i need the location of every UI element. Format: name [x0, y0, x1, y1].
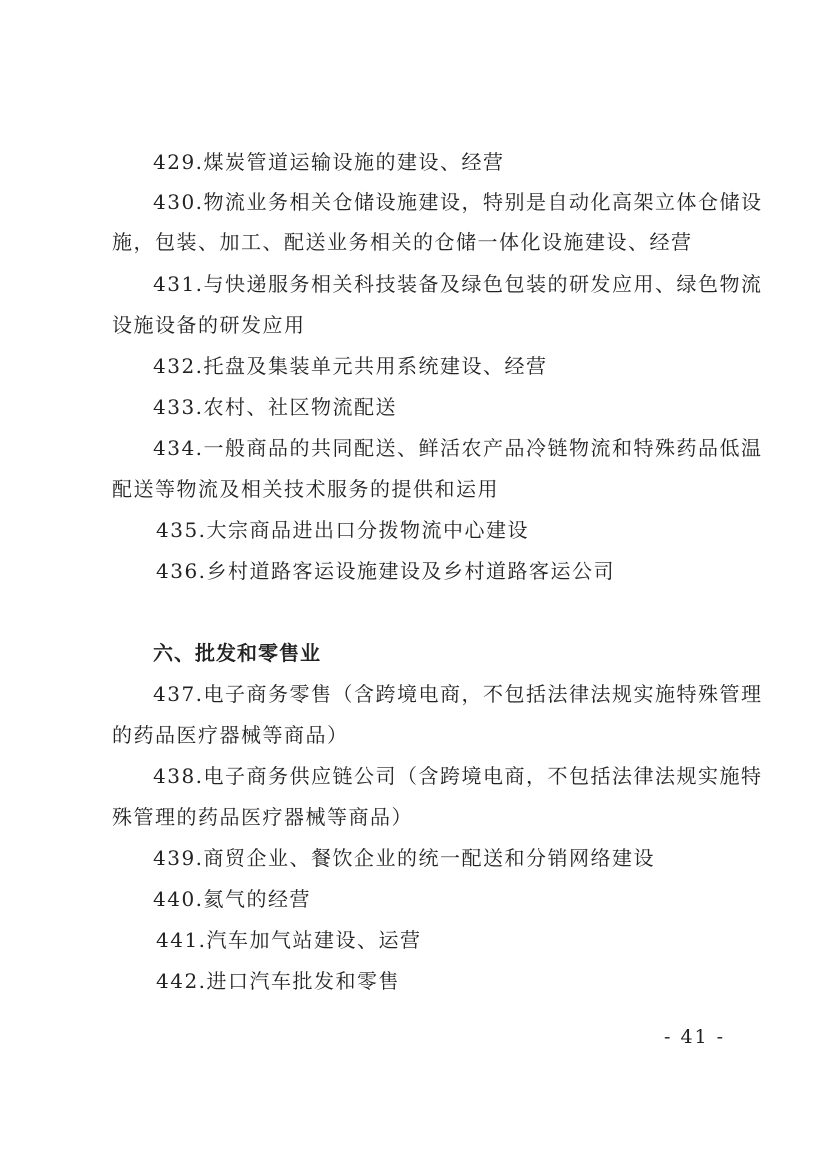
- item-441: 441.汽车加气站建设、运营: [156, 928, 422, 952]
- item-430-line1: 430.物流业务相关仓储设施建设，特别是自动化高架立体仓储设: [153, 190, 763, 214]
- item-434-line2: 配送等物流及相关技术服务的提供和运用: [112, 477, 499, 501]
- item-438-line1: 438.电子商务供应链公司（含跨境电商，不包括法律法规实施特: [153, 764, 763, 788]
- item-431-line1: 431.与快递服务相关科技装备及绿色包装的研发应用、绿色物流: [153, 272, 763, 296]
- section-heading: 六、批发和零售业: [153, 641, 321, 665]
- item-439: 439.商贸企业、餐饮企业的统一配送和分销网络建设: [153, 846, 656, 870]
- item-430-line2: 施，包装、加工、配送业务相关的仓储一体化设施建设、经营: [112, 230, 693, 254]
- item-438-line2: 殊管理的药品医疗器械等商品）: [112, 805, 413, 829]
- item-429: 429.煤炭管道运输设施的建设、经营: [153, 150, 505, 174]
- item-431-line2: 设施设备的研发应用: [112, 313, 306, 337]
- item-437-line1: 437.电子商务零售（含跨境电商，不包括法律法规实施特殊管理: [153, 682, 763, 706]
- item-433: 433.农村、社区物流配送: [153, 395, 398, 419]
- item-435: 435.大宗商品进出口分拨物流中心建设: [156, 518, 530, 542]
- item-434-line1: 434.一般商品的共同配送、鲜活农产品冷链物流和特殊药品低温: [153, 436, 763, 460]
- item-437-line2: 的药品医疗器械等商品）: [112, 723, 349, 747]
- item-442: 442.进口汽车批发和零售: [156, 969, 401, 993]
- item-432: 432.托盘及集装单元共用系统建设、经营: [153, 354, 548, 378]
- item-436: 436.乡村道路客运设施建设及乡村道路客运公司: [156, 559, 616, 583]
- page-number: - 41 -: [664, 1026, 726, 1048]
- item-440: 440.氦气的经营: [153, 887, 312, 911]
